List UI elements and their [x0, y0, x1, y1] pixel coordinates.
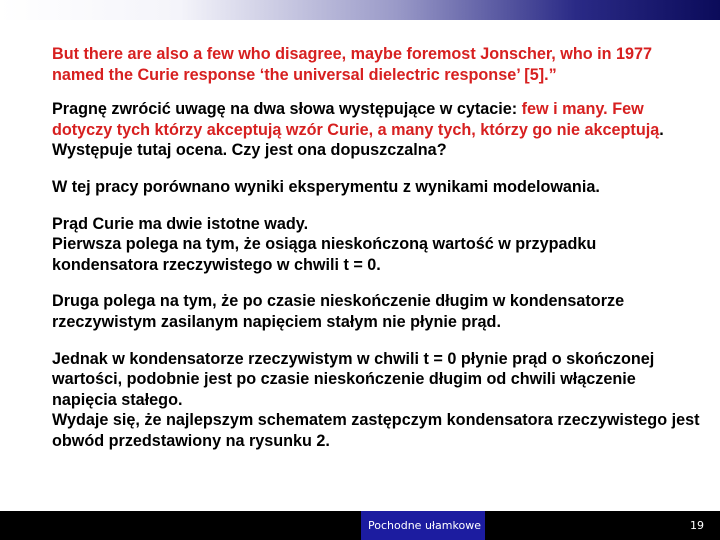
- footer-title: Pochodne ułamkowe: [368, 519, 481, 532]
- top-gradient-bar: [0, 0, 720, 20]
- conclusion-paragraph: [52, 349, 702, 452]
- curie-flaws-intro: Prąd Curie ma dwie istotne wady.: [52, 214, 309, 233]
- real-capacitor-statement: Jednak w kondensatorze rzeczywistym w chwili t = 0 płynie prąd o skończonej wartości, podobnie jest po czasie nieskończenie długim od chwili włączenie napięcia stałego.: [52, 349, 655, 409]
- page-number: 19: [690, 519, 704, 532]
- footer-bar: [0, 511, 720, 540]
- slide-body: [52, 44, 702, 452]
- comment-paragraph: [52, 99, 702, 161]
- comparison-paragraph: W tej pracy porównano wyniki eksperymentu z wynikami modelowania.: [52, 177, 600, 196]
- quote-paragraph: But there are also a few who disagree, maybe foremost Jonscher, who in 1977 named the Curie response ‘the universal dielectric response’ [5].”: [52, 45, 653, 84]
- equivalent-circuit-statement: Wydaje się, że najlepszym schematem zastępczym kondensatora rzeczywistego jest obwód przedstawiony na rysunku 2.: [52, 411, 700, 450]
- comment-question: . Występuje tutaj ocena. Czy jest ona dopuszczalna?: [52, 120, 664, 160]
- comment-intro: Pragnę zwrócić uwagę na dwa słowa występujące w cytacie:: [52, 100, 522, 119]
- first-flaw: Pierwsza polega na tym, że osiąga nieskończoną wartość w przypadku kondensatora rzeczywistego w chwili t = 0.: [52, 235, 597, 274]
- curie-flaws-paragraph: [52, 214, 702, 276]
- comment-keywords: few i many.: [521, 100, 608, 119]
- comment-explanation: Few dotyczy tych którzy akceptują wzór Curie, a many tych, którzy go nie akceptują: [52, 100, 660, 139]
- second-flaw-paragraph: Druga polega na tym, że po czasie nieskończenie długim w kondensatorze rzeczywistym zasilanym napięciem stałym nie płynie prąd.: [52, 292, 625, 331]
